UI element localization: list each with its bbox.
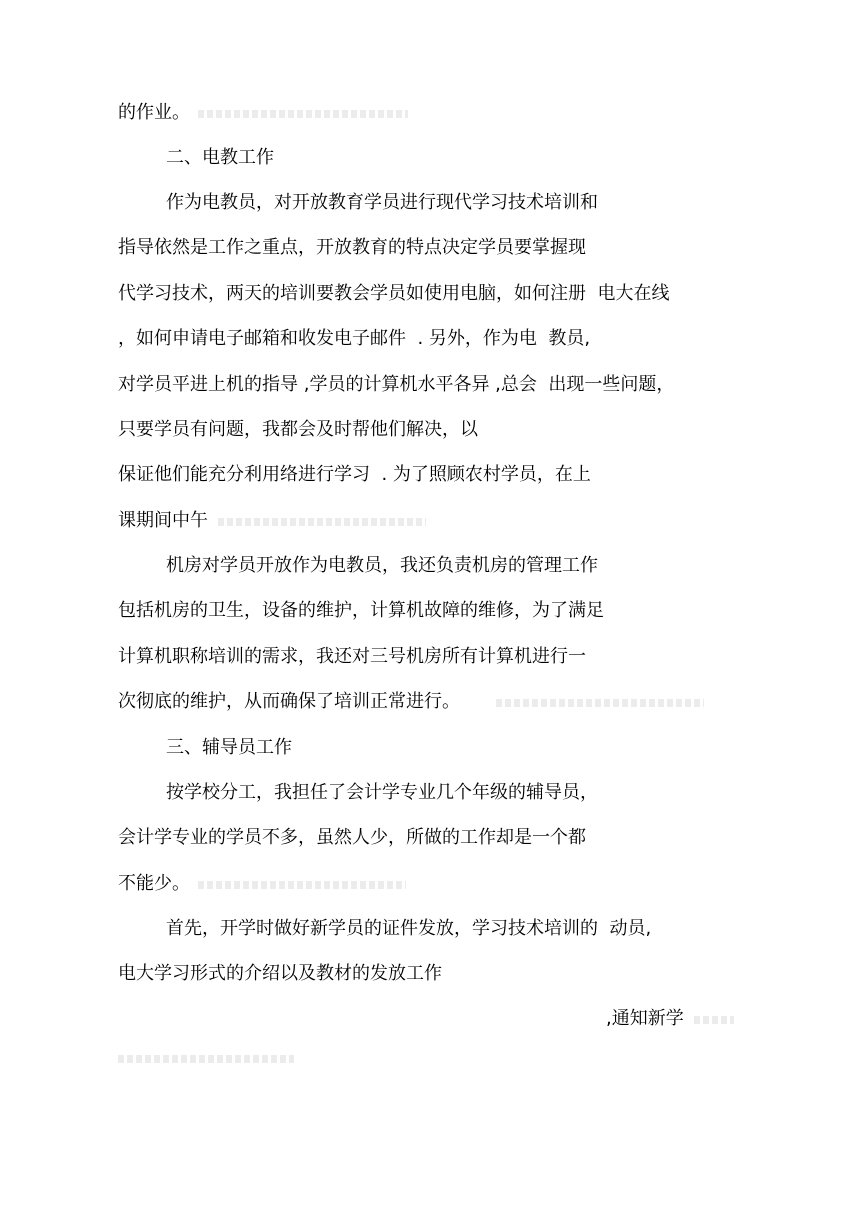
- faint-watermark: [218, 518, 426, 526]
- text-line: 课期间中午: [118, 510, 208, 531]
- section-heading: 三、辅导员工作: [166, 737, 292, 758]
- text-line: 首先，开学时做好新学员的证件发放，学习技术培训的 动员,: [166, 918, 652, 939]
- text-line: 指导依然是工作之重点，开放教育的特点决定学员要掌握现: [118, 237, 586, 258]
- text-line: ,通知新学: [606, 1008, 684, 1029]
- text-line: 代学习技术，两天的培训要教会学员如使用电脑，如何注册 电大在线: [118, 283, 670, 304]
- text-line: 包括机房的卫生，设备的维护，计算机故障的维修，为了满足: [118, 600, 604, 621]
- text-line: 保证他们能充分利用络进行学习 . 为了照顾农村学员，在上: [118, 464, 591, 485]
- faint-watermark: [198, 110, 408, 118]
- text-line: 电大学习形式的介绍以及教材的发放工作: [118, 963, 442, 984]
- faint-watermark: [198, 881, 406, 889]
- text-line: 不能少。: [118, 873, 190, 894]
- text-line: 只要学员有问题，我都会及时帮他们解决，以: [118, 419, 478, 440]
- faint-watermark: [694, 1016, 734, 1024]
- text-line: ，如何申请电子邮箱和收发电子邮件 . 另外，作为电 教员,: [118, 328, 591, 349]
- text-line: 作为电教员，对开放教育学员进行现代学习技术培训和: [166, 192, 598, 213]
- faint-watermark: [496, 699, 704, 707]
- text-line: 计算机职称培训的需求，我还对三号机房所有计算机进行一: [118, 646, 586, 667]
- text-line: 对学员平进上机的指导 ,学员的计算机水平各异 ,总会 出现一些问题，: [118, 374, 675, 395]
- section-heading: 二、电教工作: [166, 147, 274, 168]
- text-line: 会计学专业的学员不多，虽然人少，所做的工作却是一个都: [118, 827, 586, 848]
- text-line: 次彻底的维护，从而确保了培训正常进行。: [118, 691, 460, 712]
- text-line: 的作业。: [118, 102, 190, 123]
- text-line: 按学校分工，我担任了会计学专业几个年级的辅导员，: [166, 782, 598, 803]
- text-line: 机房对学员开放作为电教员，我还负责机房的管理工作: [166, 555, 598, 576]
- faint-watermark: [118, 1055, 294, 1063]
